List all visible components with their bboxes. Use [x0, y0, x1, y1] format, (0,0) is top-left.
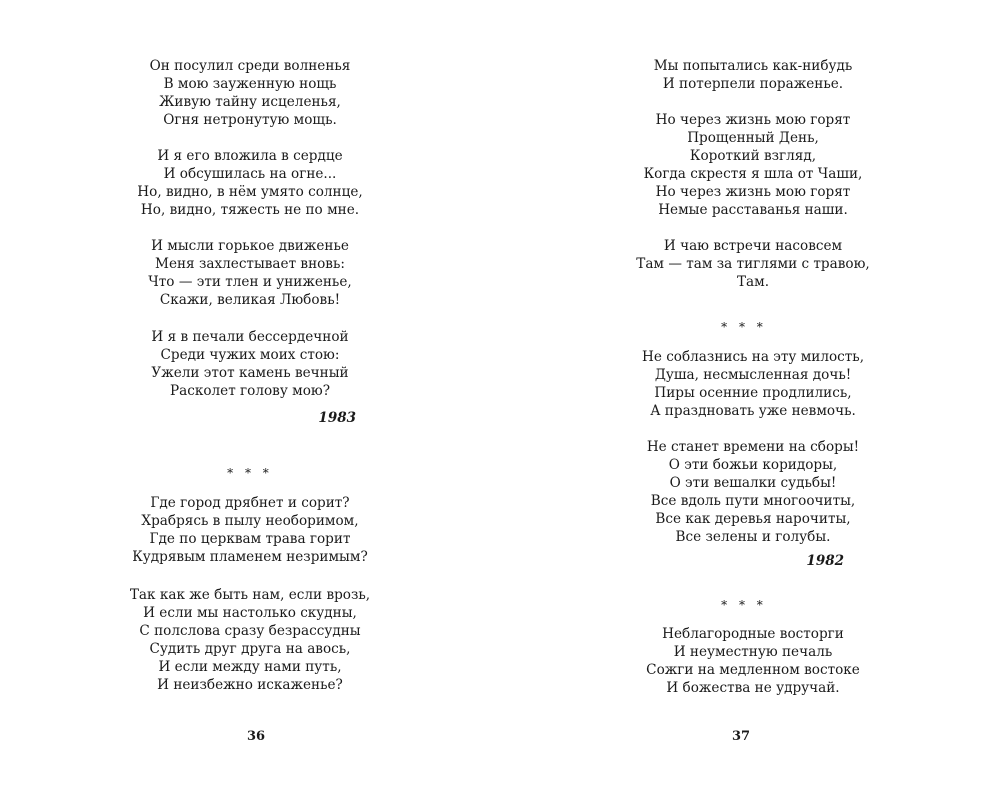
verse-line: Все зелены и голубы.	[675, 529, 831, 545]
verse-line: Так как же быть нам, если врозь,	[129, 587, 371, 603]
verse-line: Все вдоль пути многоочиты,	[650, 493, 856, 509]
page-number: 36	[246, 729, 266, 744]
section-divider: * * *	[721, 598, 767, 612]
verse-line: Но, видно, тяжесть не по мне.	[140, 202, 360, 218]
verse-line: Когда скрестя я шла от Чаши,	[643, 166, 863, 182]
verse-line: Живую тайну исцеленья,	[159, 94, 341, 110]
verse-line: И неуместную печаль	[673, 644, 833, 660]
verse-line: Но через жизнь мою горят	[655, 112, 851, 128]
verse-line: И мысли горькое движенье	[151, 238, 349, 254]
verse-line: Душа, несмысленная дочь!	[654, 367, 852, 383]
verse-line: Там.	[736, 274, 770, 290]
verse-line: Немые расставанья наши.	[658, 202, 848, 218]
verse-line: И неизбежно искаженье?	[157, 677, 343, 693]
verse-line: Пиры осенние продлились,	[654, 385, 852, 401]
verse-line: Он посулил среди волненья	[149, 58, 351, 74]
verse-line: Кудрявым пламенем незримым?	[132, 549, 368, 565]
verse-line: И божества не удручай.	[666, 680, 840, 696]
verse-line: Меня захлестывает вновь:	[155, 256, 345, 272]
verse-line: Расколет голову мою?	[169, 383, 331, 399]
verse-line: В мою зауженную нощь	[163, 76, 337, 92]
verse-line: И если мы настолько скудны,	[143, 605, 357, 621]
verse-line: Мы попытались как-нибудь	[653, 58, 853, 74]
verse-line: Но, видно, в нём умято солнце,	[137, 184, 363, 200]
poem-year: 1983	[318, 410, 356, 426]
page-number: 37	[731, 729, 751, 744]
verse-line: Прощенный День,	[687, 130, 819, 146]
verse-line: И если между нами путь,	[158, 659, 342, 675]
verse-line: Храбрясь в пылу необоримом,	[141, 513, 359, 529]
verse-line: И я в печали бессердечной	[151, 329, 349, 345]
verse-line: О эти вешалки судьбы!	[669, 475, 837, 491]
verse-line: И я его вложила в сердце	[157, 148, 343, 164]
verse-line: И чаю встречи насовсем	[663, 238, 843, 254]
verse-line: Скажи, великая Любовь!	[159, 292, 341, 308]
verse-line: Где город дрябнет и сорит?	[150, 495, 350, 511]
verse-line: Судить друг друга на авось,	[149, 641, 351, 657]
verse-line: Где по церквам трава горит	[149, 531, 351, 547]
verse-line: Огня нетронутую мощь.	[163, 112, 337, 128]
verse-line: Не станет времени на сборы!	[646, 439, 860, 455]
verse-line: Сожги на медленном востоке	[646, 662, 860, 678]
verse-line: Все как деревья нарочиты,	[655, 511, 851, 527]
verse-line: Ужели этот камень вечный	[151, 365, 349, 381]
section-divider: * * *	[227, 466, 273, 480]
verse-line: Неблагородные восторги	[662, 626, 844, 642]
right-page	[500, 0, 1000, 800]
verse-line: Не соблазнись на эту милость,	[641, 349, 865, 365]
verse-line: И потерпели пораженье.	[662, 76, 844, 92]
verse-line: Но через жизнь мою горят	[655, 184, 851, 200]
verse-line: Короткий взгляд,	[689, 148, 817, 164]
section-divider: * * *	[721, 320, 767, 334]
verse-line: Там — там за тиглями с травою,	[636, 256, 870, 272]
poem-year: 1982	[806, 553, 844, 569]
verse-line: О эти божьи коридоры,	[668, 457, 838, 473]
verse-line: Среди чужих моих стою:	[160, 347, 340, 363]
verse-line: А праздновать уже невмочь.	[650, 403, 856, 419]
verse-line: Что — эти тлен и униженье,	[148, 274, 352, 290]
verse-line: И обсушилась на огне...	[163, 166, 337, 182]
verse-line: С полслова сразу безрассудны	[139, 623, 361, 639]
